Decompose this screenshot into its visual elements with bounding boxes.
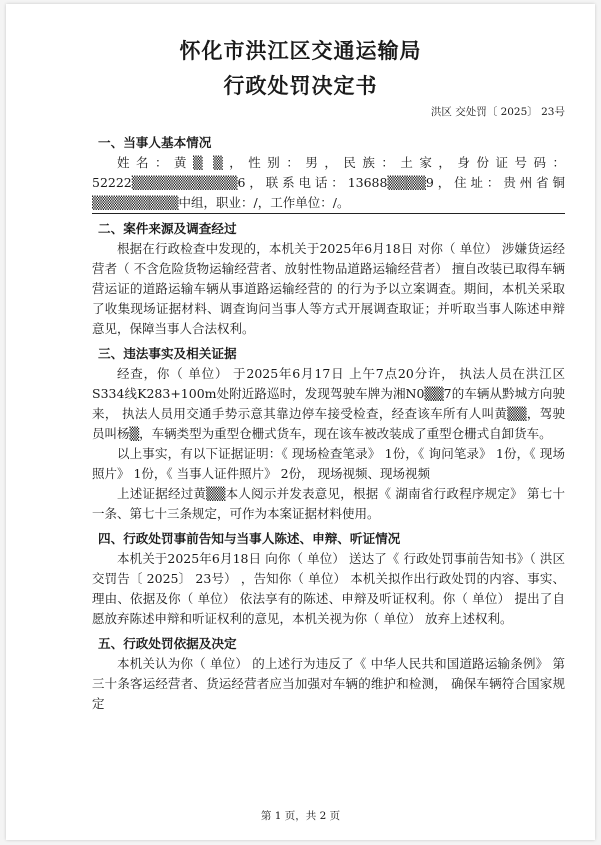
- org-name: 怀化市洪江区交通运输局: [179, 38, 422, 63]
- document-title: 行政处罚决定书: [223, 73, 378, 98]
- case-source-paragraph: 根据在行政检查中发现的，本机关于2025年6月18日 对你（ 单位） 涉嫌货运经营者（ 不含危险货物运输经营者、放射性物品道路运输经营者） 擅自改装已取得车辆营运证的道路运输车辆从事道路运输经营的 的行为予以立案调查。期间，本机关采取了收集现场证据材料、调查询问当事人等方式开展调查取证；并听取当事人陈述申辩意见，保障当事人合法权利。: [92, 241, 565, 336]
- title-block: [6, 35, 595, 102]
- evidence-confirmation-paragraph: 上述证据经过黄▒▒本人阅示并发表意见，根据《 湖南省行政程序规定》 第七十一条、第七十三条规定，可作为本案证据材料使用。: [92, 486, 565, 521]
- facts-paragraph: 经查，你（ 单位） 于2025年6月17日 上午7点20分许， 执法人员在洪江区S334线K283+100m处附近路巡时，发现驾驶车牌为湘N0▒▒7的车辆从黔城方向驶来， 执法人员用交通手势示意其靠边停车接受检查，经查该车所有人叫黄▒▒，驾驶员叫杨▒，车辆类型为重型仓栅式货车，现在该车被改装成了重型仓栅式自卸货车。: [92, 366, 565, 441]
- section-heading-party-info: 一、当事人基本情况: [98, 135, 212, 150]
- section-heading-facts: 三、违法事实及相关证据: [98, 346, 237, 361]
- section-heading-notification: 四、行政处罚事前告知与当事人陈述、申辩、听证情况: [98, 531, 401, 546]
- evidence-paragraph: 以上事实，有以下证据证明：《 现场检查笔录》 1份，《 询问笔录》 1份，《 现场照片》 1份，《 当事人证件照片》 2份， 现场视频、现场视频: [92, 446, 565, 481]
- section-heading-decision: 五、行政处罚依据及决定: [98, 636, 237, 651]
- notification-paragraph: 本机关于2025年6月18日 向你（ 单位） 送达了《 行政处罚事前告知书》（ 洪区交罚告〔 2025〕 23号） ，告知你（ 单位） 本机关拟作出行政处罚的内容、事实、理由、依据及你（ 单位） 依法享有的陈述、申辩及听证权利。你（ 单位） 提出了自愿放弃陈述申辩和听证权利的意见，本机关视为你（ 单位） 放弃上述权利。: [92, 551, 565, 626]
- decision-paragraph: 本机关认为你（ 单位） 的上述行为违反了《 中华人民共和国道路运输条例》 第三十条客运经营者、货运经营者应当加强对车辆的维护和检测， 确保车辆符合国家规定: [92, 656, 565, 711]
- document-page: [6, 4, 595, 840]
- document-body: [92, 128, 565, 714]
- page-footer: 第 1 页，共 2 页: [260, 810, 341, 822]
- section-heading-case-source: 二、案件来源及调查经过: [98, 221, 237, 236]
- party-info-paragraph: 姓名：黄▒ ▒，性别：男，民族：土家，身份证号码：52222▒▒▒▒▒▒▒▒▒▒▒6，联系电话：13688▒▒▒▒9，住址：贵州省铜▒▒▒▒▒▒▒▒▒中组，职业：/，工作单位：/。: [92, 153, 565, 214]
- document-number: 洪区 交处罚〔 2025〕 23号: [430, 106, 565, 118]
